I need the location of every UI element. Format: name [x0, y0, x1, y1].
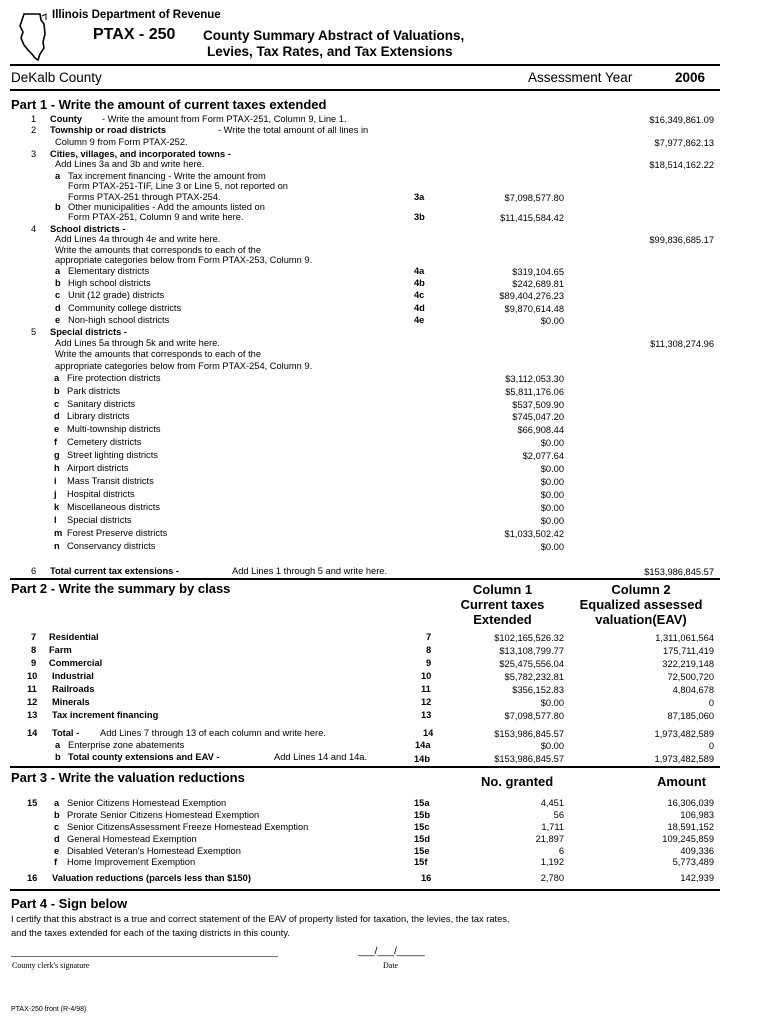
class-col1-value: $7,098,577.80	[504, 711, 564, 721]
line-letter: a	[54, 798, 60, 808]
class-col2-value: 322,219,148	[662, 659, 714, 669]
line-letter: c	[55, 290, 61, 300]
parcels-label: Valuation reductions (parcels less than $150)	[52, 873, 251, 883]
line-code: 15e	[414, 846, 430, 856]
special-district-value: $0.00	[540, 542, 564, 552]
line-number: 5	[31, 327, 37, 337]
school-district-label: High school districts	[68, 278, 151, 288]
exemption-label: Disabled Veteran's Homestead Exemption	[67, 846, 241, 856]
signature-label: County clerk's signature	[12, 961, 90, 970]
special-district-label: Sanitary districts	[67, 399, 136, 409]
line-number: 3	[31, 149, 37, 159]
special-desc2: Write the amounts that corresponds to each of the	[55, 349, 262, 359]
line-number: 13	[27, 710, 38, 720]
line-code: 10	[421, 671, 432, 681]
special-district-value: $0.00	[540, 516, 564, 526]
school-district-value: $242,689.81	[512, 279, 564, 289]
date-label: Date	[383, 961, 399, 970]
exemption-amount: 109,245,859	[662, 834, 714, 844]
tif-value: $7,098,577.80	[504, 193, 564, 203]
assessment-year: 2006	[675, 70, 706, 85]
school-district-value: $89,404,276.23	[499, 291, 564, 301]
class-label: Commercial	[49, 658, 103, 668]
special-district-label: Airport districts	[67, 463, 129, 473]
assessment-year-label: Assessment Year	[528, 70, 633, 85]
line-letter: n	[54, 541, 60, 551]
line-letter: e	[54, 424, 60, 434]
enterprise-zone-col1: $0.00	[540, 741, 564, 751]
part1-title: Part 1 - Write the amount of current taxes extended	[11, 97, 327, 112]
line-number: 6	[31, 566, 37, 576]
school-desc3: appropriate categories below from Form PTAX-253, Column 9.	[55, 255, 313, 265]
special-district-value: $0.00	[540, 503, 564, 513]
special-district-value: $3,112,053.30	[505, 374, 564, 384]
school-district-value: $0.00	[540, 316, 564, 326]
total-extensions-label: Total current tax extensions -	[50, 566, 179, 576]
parcels-count: 2,780	[540, 873, 564, 883]
class-label: Tax increment financing	[52, 710, 159, 720]
line-code: 4e	[414, 315, 425, 325]
total-county-col2: 1,973,482,589	[654, 754, 714, 764]
school-district-label: Unit (12 grade) districts	[68, 290, 165, 300]
cities-value: $18,514,162.22	[649, 160, 714, 170]
county-label: County	[50, 114, 83, 124]
line-letter: f	[54, 437, 58, 447]
certification-line2: and the taxes extended for each of the taxing districts in this county.	[11, 928, 290, 938]
special-district-label: Conservancy districts	[67, 541, 156, 551]
class-label: Minerals	[52, 697, 90, 707]
special-district-value: $5,811,176.06	[505, 387, 564, 397]
exemption-count: 1,192	[540, 857, 564, 867]
line-letter: c	[54, 399, 60, 409]
line-code: 3a	[414, 192, 425, 202]
form-footer-id: PTAX-250 front (R-4/98)	[11, 1006, 87, 1013]
line-code: 14	[423, 728, 434, 738]
line-letter: b	[55, 752, 61, 762]
special-value: $11,308,274.96	[650, 339, 714, 349]
line-letter: a	[55, 266, 61, 276]
signature-line[interactable]	[11, 956, 278, 957]
date-field[interactable]: ___/___/_____	[358, 946, 425, 957]
class-col2-value: 72,500,720	[667, 672, 714, 682]
class-label: Railroads	[52, 684, 95, 694]
exemption-amount: 16,306,039	[667, 798, 714, 808]
exemption-amount: 18,591,152	[667, 822, 714, 832]
line-letter: d	[54, 834, 60, 844]
total-extensions-value: $153,986,845.57	[644, 567, 714, 577]
township-label: Township or road districts	[50, 125, 167, 135]
line-code: 14a	[415, 740, 431, 750]
certification-line1: I certify that this abstract is a true and correct statement of the EAV of property listed for taxation, the levies, the tax rates,	[11, 914, 510, 924]
special-district-value: $2,077.64	[522, 451, 564, 461]
special-district-value: $0.00	[540, 464, 564, 474]
amount-header: Amount	[657, 774, 707, 789]
school-desc2: Write the amounts that corresponds to each of the	[55, 245, 262, 255]
school-district-label: Elementary districts	[68, 266, 150, 276]
special-district-label: Fire protection districts	[67, 373, 161, 383]
total-col1: $153,986,845.57	[494, 729, 564, 739]
special-district-label: Hospital districts	[67, 489, 135, 499]
line-number: 16	[27, 873, 38, 883]
line-number: 11	[27, 684, 37, 694]
line-number: 12	[27, 697, 38, 707]
line-letter: b	[54, 810, 60, 820]
township-desc2: Column 9 from Form PTAX-252.	[55, 137, 188, 147]
special-district-value: $1,033,502.42	[504, 529, 564, 539]
line-number: 1	[31, 114, 37, 124]
special-district-label: Cemetery districts	[67, 437, 142, 447]
school-value: $99,836,685.17	[649, 235, 714, 245]
school-label: School districts -	[50, 224, 126, 234]
illinois-map-icon	[18, 12, 48, 62]
exemption-count: 6	[558, 846, 564, 856]
line-letter: b	[54, 386, 60, 396]
school-district-value: $9,870,614.48	[504, 304, 564, 314]
line-code: 15b	[414, 810, 431, 820]
line-letter: h	[54, 463, 60, 473]
class-label: Farm	[49, 645, 72, 655]
cities-desc: Add Lines 3a and 3b and write here.	[55, 159, 205, 169]
line-code: 7	[426, 632, 432, 642]
no-granted-header: No. granted	[481, 774, 554, 789]
total-county-label: Total county extensions and EAV -	[68, 752, 220, 762]
part4-title: Part 4 - Sign below	[11, 896, 128, 911]
tif-desc2: Form PTAX-251-TIF, Line 3 or Line 5, not reported on	[68, 181, 288, 191]
line-number: 8	[31, 645, 37, 655]
class-label: Residential	[49, 632, 99, 642]
line-letter: a	[55, 171, 61, 181]
class-col1-value: $13,108,799.77	[499, 646, 564, 656]
line-letter: i	[54, 476, 57, 486]
exemption-count: 56	[553, 810, 564, 820]
line-number: 10	[27, 671, 38, 681]
exemption-label: Senior Citizens Homestead Exemption	[67, 798, 227, 808]
county-name: DeKalb County	[11, 70, 102, 85]
line-code: 13	[421, 710, 432, 720]
class-col1-value: $5,782,232.81	[504, 672, 564, 682]
line-number: 9	[31, 658, 37, 668]
form-title-line2: Levies, Tax Rates, and Tax Extensions	[207, 44, 453, 59]
part3-title: Part 3 - Write the valuation reductions	[11, 770, 245, 785]
special-district-value: $66,908.44	[517, 425, 564, 435]
line-letter: k	[54, 502, 60, 512]
exemption-amount: 5,773,489	[672, 857, 714, 867]
class-col2-value: 87,185,060	[667, 711, 714, 721]
class-col2-value: 0	[708, 698, 714, 708]
special-district-label: Multi-township districts	[67, 424, 161, 434]
special-desc3: appropriate categories below from Form PTAX-254, Column 9.	[55, 361, 313, 371]
line-code: 15a	[414, 798, 430, 808]
line-letter: j	[54, 489, 57, 499]
total-extensions-desc: Add Lines 1 through 5 and write here.	[232, 566, 388, 576]
line-code: 9	[426, 658, 432, 668]
total-county-desc: Add Lines 14 and 14a.	[274, 752, 368, 762]
county-desc: - Write the amount from Form PTAX-251, Column 9, Line 1.	[102, 114, 347, 124]
line-letter: c	[54, 822, 60, 832]
class-col2-value: 175,711,419	[662, 646, 714, 656]
exemption-amount: 106,983	[680, 810, 714, 820]
special-district-label: Forest Preserve districts	[67, 528, 168, 538]
total-label: Total -	[52, 728, 80, 738]
school-district-value: $319,104.65	[512, 267, 564, 277]
school-district-label: Community college districts	[68, 303, 182, 313]
special-district-value: $537,509.90	[512, 400, 564, 410]
total-county-col1: $153,986,845.57	[494, 754, 564, 764]
township-desc: - Write the total amount of all lines in	[218, 125, 369, 135]
line-code: 15f	[414, 857, 428, 867]
line-letter: b	[55, 278, 61, 288]
parcels-amount: 142,939	[680, 873, 714, 883]
line-letter: d	[54, 411, 60, 421]
line-code: 8	[426, 645, 432, 655]
special-district-label: Park districts	[67, 386, 121, 396]
line-letter: a	[55, 740, 61, 750]
line-letter: m	[54, 528, 63, 538]
line-code: 4d	[414, 303, 425, 313]
line-code: 4c	[414, 290, 425, 300]
part2-title: Part 2 - Write the summary by class	[11, 581, 231, 596]
class-label: Industrial	[52, 671, 94, 681]
department-name: Illinois Department of Revenue	[52, 9, 221, 21]
special-district-label: Street lighting districts	[67, 450, 158, 460]
enterprise-zone-label: Enterprise zone abatements	[68, 740, 185, 750]
special-district-label: Miscellaneous districts	[67, 502, 161, 512]
line-letter: a	[54, 373, 60, 383]
exemption-count: 21,897	[535, 834, 564, 844]
township-value: $7,977,862.13	[654, 138, 714, 148]
exemption-amount: 409,336	[680, 846, 714, 856]
form-title-line1: County Summary Abstract of Valuations,	[203, 28, 465, 43]
line-code: 14b	[414, 754, 431, 764]
exemption-label: Prorate Senior Citizens Homestead Exemption	[67, 810, 260, 820]
exemption-label: General Homestead Exemption	[67, 834, 197, 844]
enterprise-zone-col2: 0	[708, 741, 714, 751]
line-letter: e	[55, 315, 61, 325]
special-label: Special districts -	[50, 327, 127, 337]
column1-header: Column 1 Current taxes Extended	[460, 582, 545, 627]
column2-header: Column 2 Equalized assessed valuation(EAV)	[579, 582, 703, 627]
class-col2-value: 4,804,678	[672, 685, 714, 695]
exemption-count: 1,711	[541, 822, 564, 832]
special-district-value: $0.00	[540, 438, 564, 448]
special-district-value: $0.00	[540, 477, 564, 487]
total-desc: Add Lines 7 through 13 of each column and write here.	[100, 728, 326, 738]
line-number: 4	[31, 224, 37, 234]
school-district-label: Non-high school districts	[68, 315, 170, 325]
line-number: 14	[27, 728, 38, 738]
line-number: 15	[27, 798, 38, 808]
special-desc1: Add Lines 5a through 5k and write here.	[55, 338, 220, 348]
exemption-label: Home Improvement Exemption	[67, 857, 196, 867]
tif-desc1: Tax increment financing - Write the amount from	[68, 171, 266, 181]
class-col1-value: $25,475,556.04	[499, 659, 564, 669]
line-letter: g	[54, 450, 60, 460]
form-code: PTAX - 250	[93, 26, 176, 43]
special-district-label: Special districts	[67, 515, 132, 525]
special-district-value: $745,047.20	[512, 412, 564, 422]
county-value: $16,349,861.09	[649, 115, 714, 125]
line-letter: l	[54, 515, 57, 525]
class-col2-value: 1,311,061,564	[655, 633, 714, 643]
cities-label: Cities, villages, and incorporated towns -	[50, 149, 231, 159]
line-letter: e	[54, 846, 60, 856]
line-code: 15d	[414, 834, 431, 844]
line-letter: f	[54, 857, 58, 867]
tif-desc3: Forms PTAX-251 through PTAX-254.	[68, 192, 221, 202]
line-number: 7	[31, 632, 37, 642]
other-muni-desc2: Form PTAX-251, Column 9 and write here.	[68, 212, 244, 222]
total-col2: 1,973,482,589	[654, 729, 714, 739]
line-code: 3b	[414, 212, 425, 222]
line-code: 16	[421, 873, 432, 883]
line-letter: b	[55, 202, 61, 212]
school-desc1: Add Lines 4a through 4e and write here.	[55, 234, 221, 244]
line-number: 2	[31, 125, 37, 135]
other-muni-value: $11,415,584.42	[500, 213, 564, 223]
class-col1-value: $102,165,526.32	[494, 633, 564, 643]
other-muni-desc1: Other municipalities - Add the amounts listed on	[68, 202, 265, 212]
class-col1-value: $0.00	[540, 698, 564, 708]
line-code: 15c	[414, 822, 430, 832]
line-code: 4a	[414, 266, 425, 276]
line-code: 4b	[414, 278, 425, 288]
line-letter: d	[55, 303, 61, 313]
class-col1-value: $356,152.83	[512, 685, 564, 695]
exemption-count: 4,451	[540, 798, 564, 808]
line-code: 12	[421, 697, 432, 707]
exemption-label: Senior CitizensAssessment Freeze Homestead Exemption	[67, 822, 309, 832]
special-district-label: Library districts	[67, 411, 130, 421]
special-district-value: $0.00	[540, 490, 564, 500]
line-code: 11	[421, 684, 431, 694]
special-district-label: Mass Transit districts	[67, 476, 154, 486]
